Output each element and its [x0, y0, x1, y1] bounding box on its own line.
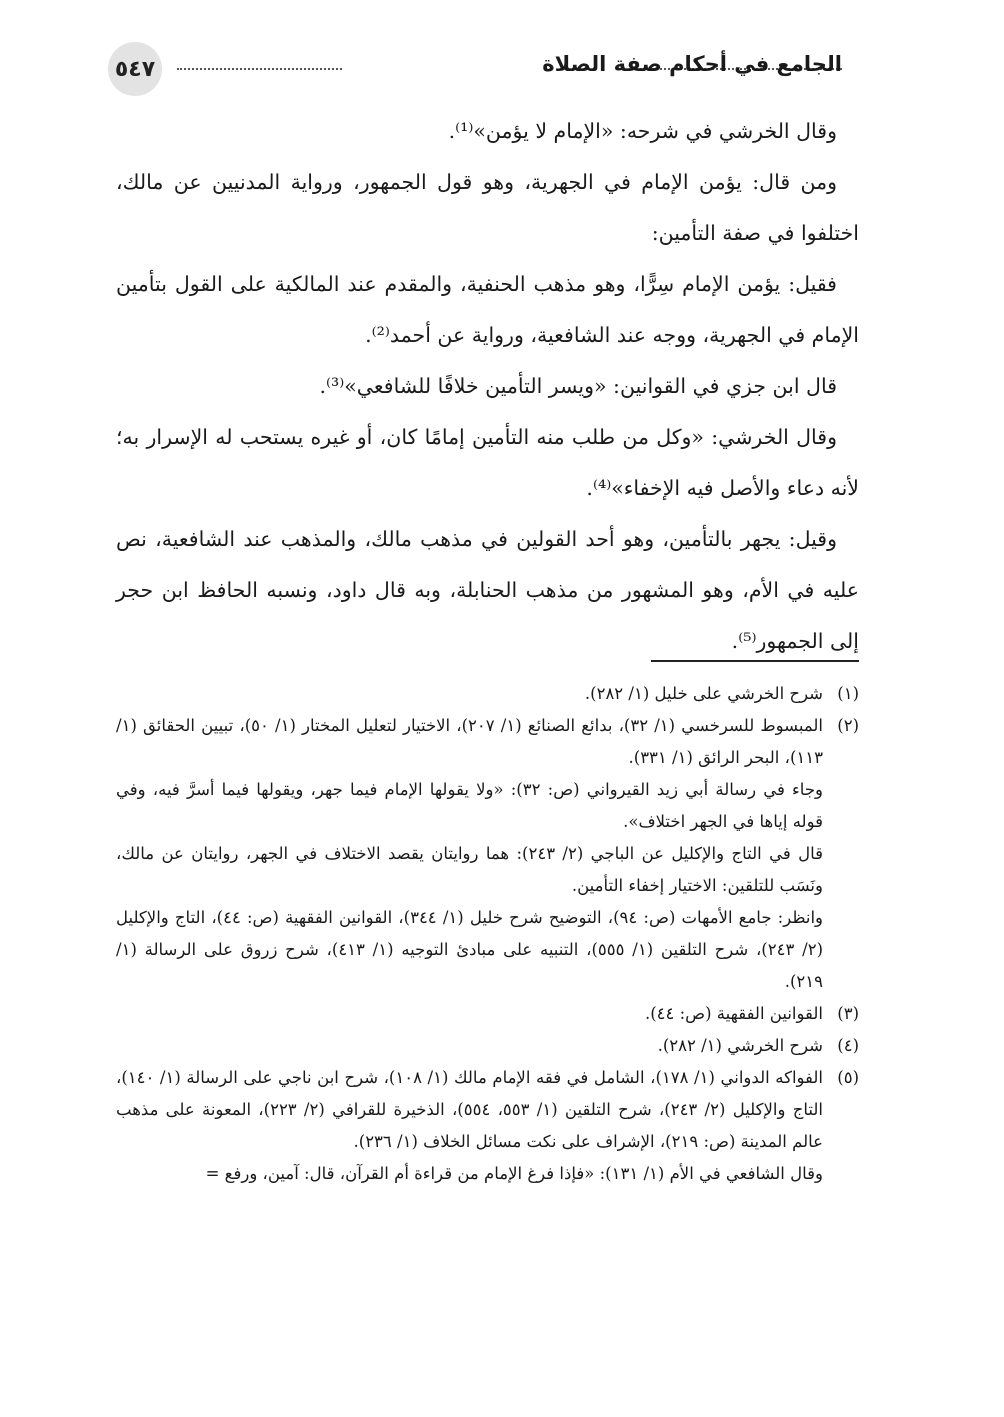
footnote-4 [116, 1030, 859, 1062]
paragraph: وقال الخرشي: «وكل من طلب منه التأمين إمامًا كان، أو غيره يستحب له الإسرار به؛ لأنه دعاء والأصل فيه الإخفاء»⁽⁴⁾. [116, 425, 859, 500]
running-title: الجامع في أحكام صفة الصلاة [542, 52, 842, 76]
footnote-separator [651, 660, 859, 662]
footnote-continuation: وجاء في رسالة أبي زيد القيرواني (ص: ٣٢): «ولا يقولها الإمام فيما جهر، ويقولها فيما أسرَّ فيه، وفي قوله إياها في الجهر اختلاف». [116, 780, 823, 831]
footnote-1 [116, 678, 859, 710]
footnote-3 [116, 998, 859, 1030]
footnote-number: (٤) [837, 1036, 859, 1055]
footnote-text: شرح الخرشي (١/ ٢٨٢). [657, 1036, 823, 1055]
footnote-text: القوانين الفقهية (ص: ٤٤). [644, 1004, 823, 1023]
footnote-continuation: وانظر: جامع الأمهات (ص: ٩٤)، التوضيح شرح خليل (١/ ٣٤٤)، القوانين الفقهية (ص: ٤٤)، التاج والإكليل (٢/ ٢٤٣)، شرح التلقين (١/ ٥٥٥)، التنبيه على مبادئ التوجيه (١/ ٤١٣)، شرح زروق على الرسالة (١/ ٢١٩). [116, 908, 824, 991]
footnote-number: (٥) [837, 1068, 859, 1087]
header-leader-dots-left [177, 58, 342, 70]
footnote-number: (٢) [837, 716, 859, 735]
footnotes [116, 678, 859, 1190]
main-text [116, 106, 859, 667]
paragraph: وقال الخرشي في شرحه: «الإمام لا يؤمن»⁽¹⁾. [448, 119, 837, 143]
footnote-number: (١) [837, 684, 859, 703]
footnote-text: شرح الخرشي على خليل (١/ ٢٨٢). [584, 684, 823, 703]
paragraph: وقيل: يجهر بالتأمين، وهو أحد القولين في مذهب مالك، والمذهب عند الشافعية، نص عليه في الأم، وهو المشهور من مذهب الحنابلة، وبه قال داود، ونسبه الحافظ ابن حجر إلى الجمهور⁽⁵⁾. [116, 527, 859, 653]
footnote-text: الفواكه الدواني (١/ ١٧٨)، الشامل في فقه الإمام مالك (١/ ١٠٨)، شرح ابن ناجي على الرسالة (١/ ١٤٠)، التاج والإكليل (٢/ ٢٤٣)، شرح التلقين (١/ ٥٥٣، ٥٥٤)، الذخيرة للقرافي (٢/ ٢٢٣)، المعونة على مذهب عالم المدينة (ص: ٢١٩)، الإشراف على نكت مسائل الخلاف (١/ ٢٣٦). [116, 1068, 824, 1151]
footnote-text: المبسوط للسرخسي (١/ ٣٢)، بدائع الصنائع (١/ ٢٠٧)، الاختيار لتعليل المختار (١/ ٥٠)، تبيين الحقائق (١/ ١١٣)، البحر الرائق (١/ ٣٣١). [116, 716, 824, 767]
page-number: ٥٤٧ [108, 42, 162, 96]
footnote-number: (٣) [837, 1004, 859, 1023]
footnote-continuation: وقال الشافعي في الأم (١/ ١٣١): «فإذا فرغ الإمام من قراءة أم القرآن، قال: آمين، ورفع = [205, 1164, 823, 1183]
paragraph: قال ابن جزي في القوانين: «ويسر التأمين خلافًا للشافعي»⁽³⁾. [319, 374, 837, 398]
footnote-2 [116, 710, 859, 774]
footnote-continuation: قال في التاج والإكليل عن الباجي (٢/ ٢٤٣): هما روايتان يقصد الاختلاف في الجهر، روايتان عن مالك، ونَسَب للتلقين: الاختيار إخفاء التأمين. [116, 844, 823, 895]
paragraph: فقيل: يؤمن الإمام سِرًّا، وهو مذهب الحنفية، والمقدم عند المالكية على القول بتأمين الإمام في الجهرية، ووجه عند الشافعية، ورواية عن أحمد⁽²⁾. [116, 272, 859, 347]
footnote-5 [116, 1062, 859, 1158]
paragraph: ومن قال: يؤمن الإمام في الجهرية، وهو قول الجمهور، ورواية المدنيين عن مالك، اختلفوا في صفة التأمين: [116, 170, 859, 245]
